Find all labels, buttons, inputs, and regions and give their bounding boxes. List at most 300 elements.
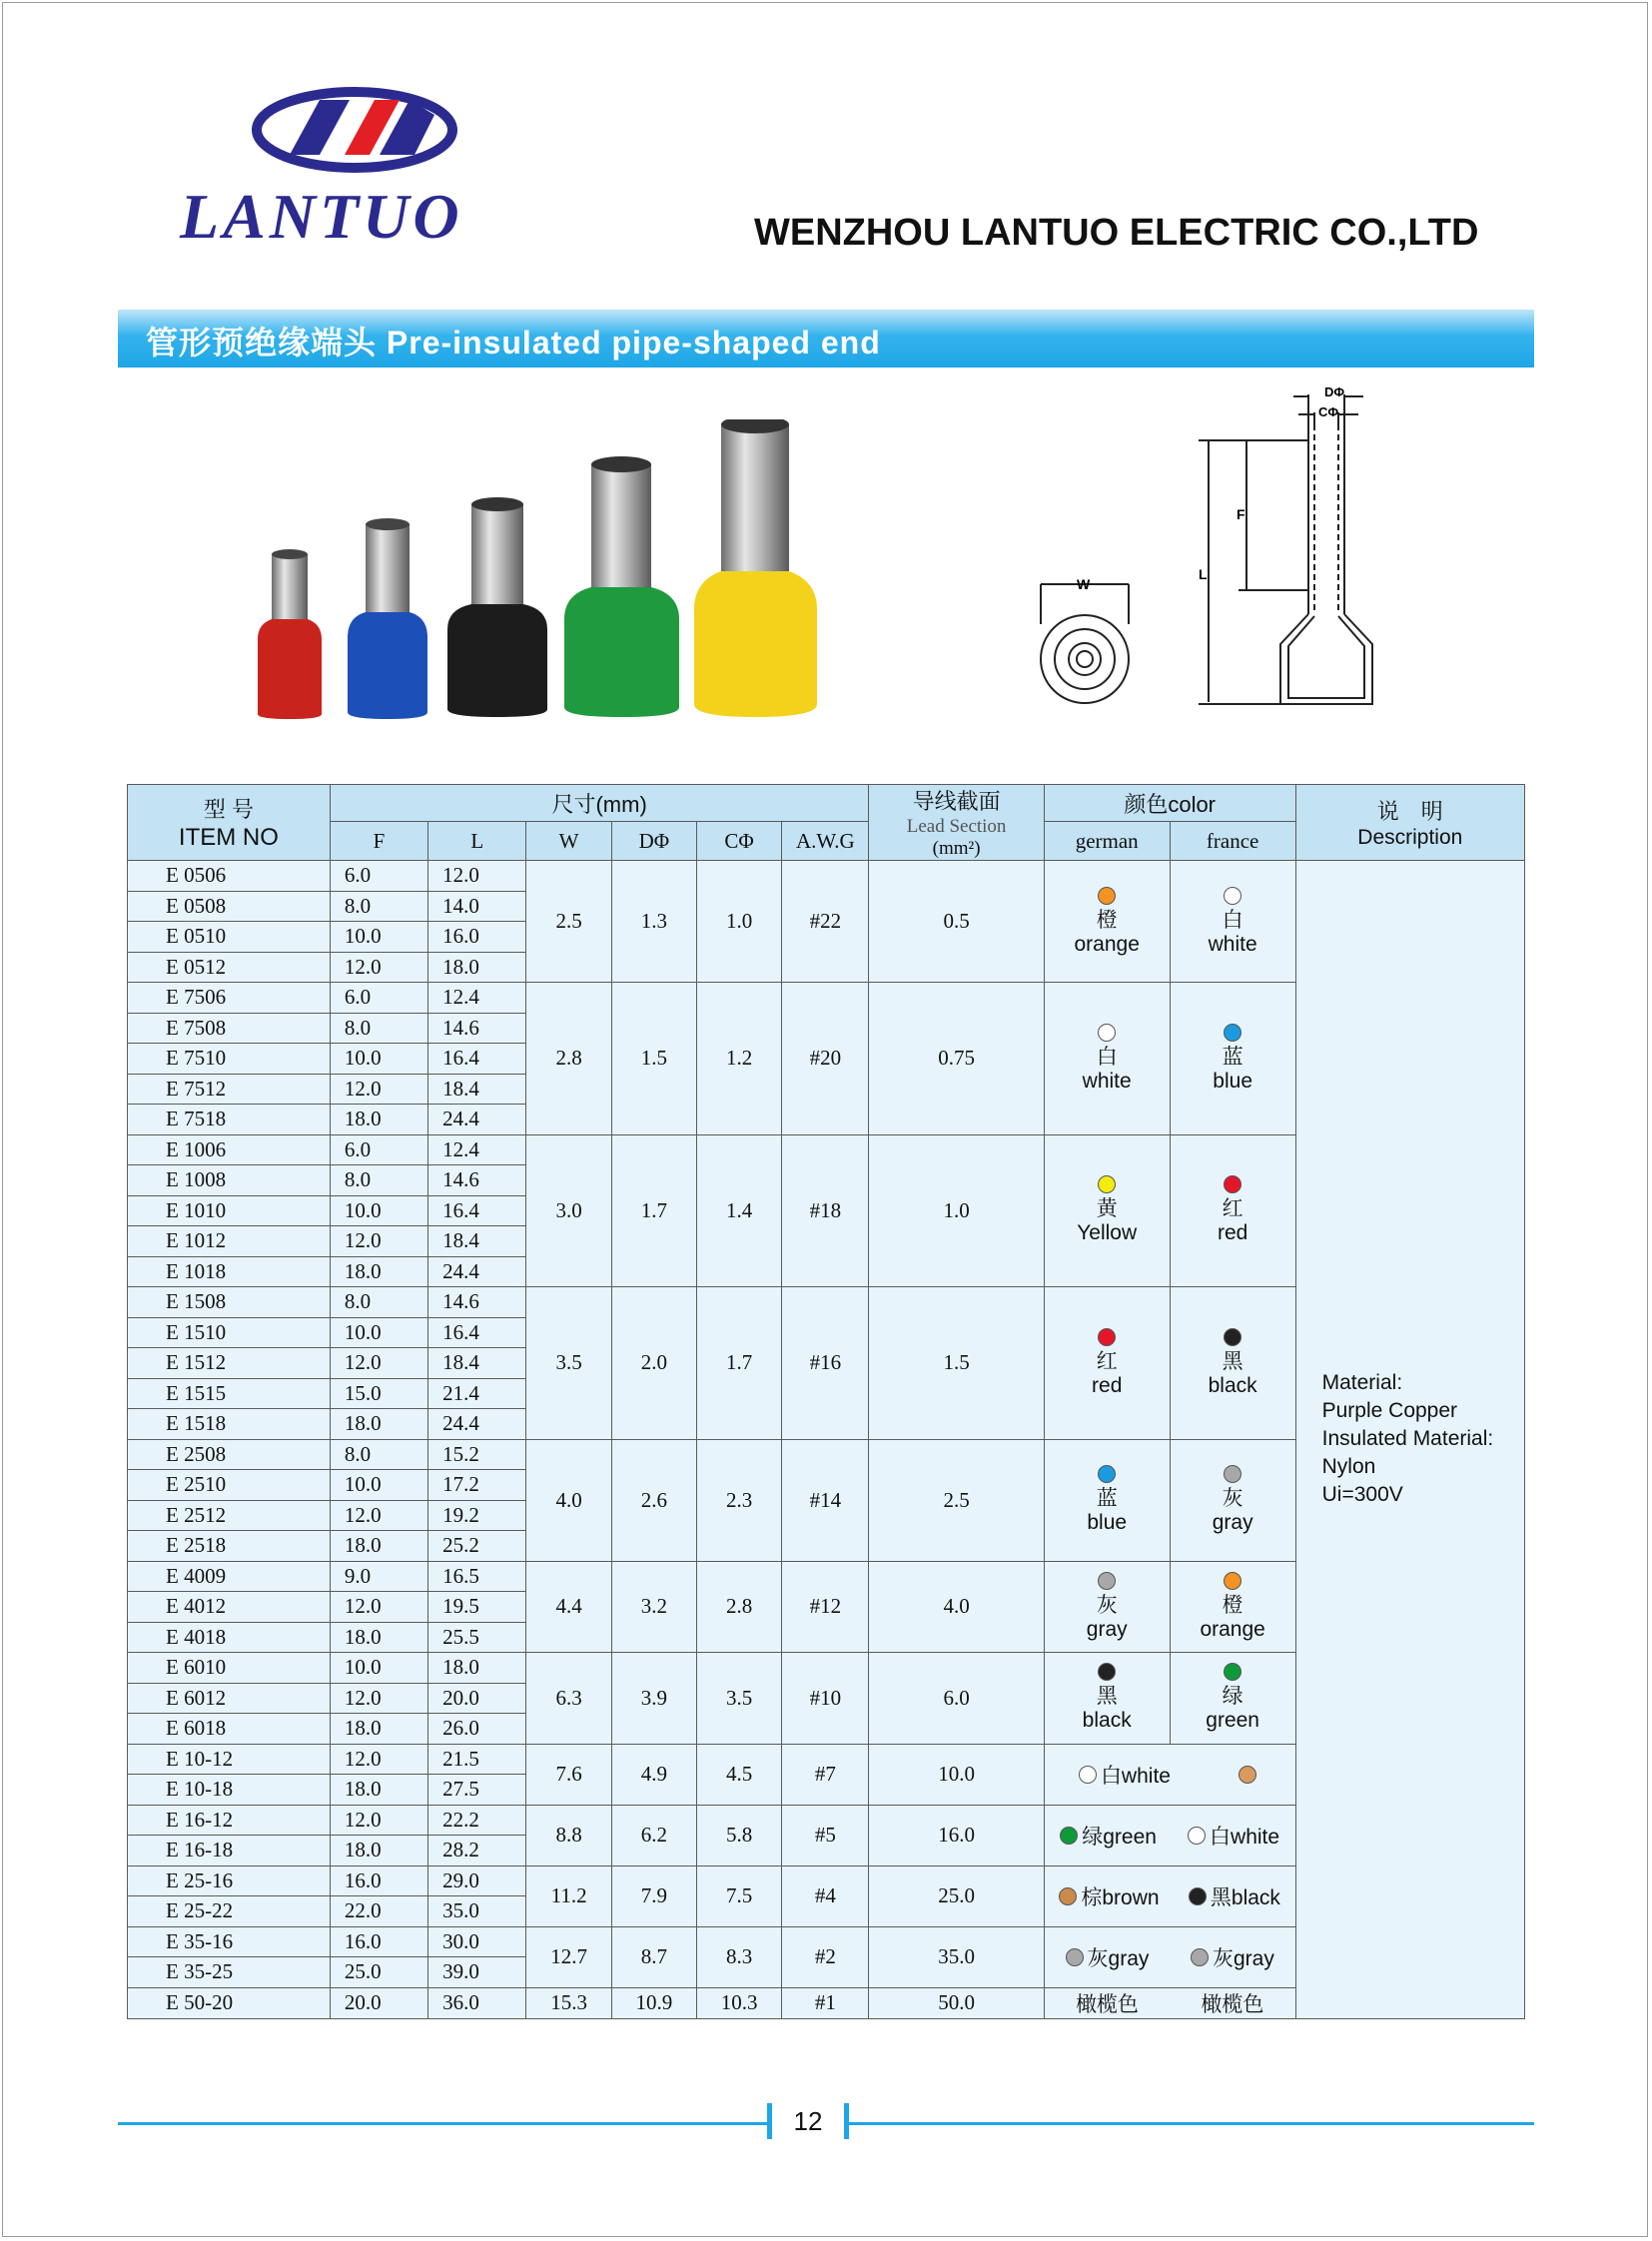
cell-f: 15.0: [330, 1378, 427, 1409]
cell-c: 4.5: [696, 1744, 781, 1805]
color-swatch-icon: [1191, 1948, 1209, 1966]
cell-f: 12.0: [330, 1683, 427, 1714]
description-line: Material:: [1321, 1371, 1403, 1395]
description-line: Insulated Material:: [1321, 1427, 1494, 1451]
cell-c: 2.3: [696, 1439, 781, 1561]
color-pair: [1045, 1942, 1295, 1972]
cell-c: 5.8: [696, 1805, 781, 1866]
cell-c: 3.5: [696, 1653, 781, 1745]
cell-lead: 2.5: [869, 1439, 1044, 1561]
cell-l: 27.5: [428, 1775, 526, 1806]
cell-l: 25.2: [428, 1531, 526, 1562]
color-name-cn: 绿: [1222, 1685, 1243, 1709]
diagram-label-w: W: [1077, 576, 1091, 592]
color-entry: [1171, 1175, 1295, 1245]
cell-item: E 10-12: [128, 1744, 331, 1775]
header-desc-cn: 说 明: [1376, 799, 1443, 824]
cell-lead: 16.0: [869, 1805, 1044, 1866]
cell-l: 16.4: [428, 1044, 526, 1075]
cell-w: 4.4: [526, 1561, 611, 1653]
cell-w: 7.6: [526, 1744, 611, 1805]
table-row: [128, 861, 1525, 892]
color-swatch-icon: [1098, 1175, 1116, 1193]
color-name-cn: 白: [1096, 1045, 1118, 1069]
cell-d: 7.9: [611, 1866, 696, 1926]
cell-color-inline: [1044, 1805, 1295, 1866]
diagram-label-d: DΦ: [1324, 384, 1345, 399]
ferrule-black: [447, 497, 547, 717]
cell-l: 12.4: [428, 1134, 526, 1165]
cell-f: 12.0: [330, 1074, 427, 1105]
cell-item: E 1510: [128, 1317, 331, 1348]
cell-f: 12.0: [330, 1500, 427, 1531]
cell-d: 1.5: [611, 983, 696, 1135]
cell-l: 12.4: [428, 983, 526, 1014]
cell-c: 1.2: [696, 983, 781, 1135]
cell-awg: #2: [782, 1926, 869, 1987]
cell-l: 25.5: [428, 1622, 526, 1653]
cell-item: E 4009: [128, 1561, 331, 1592]
color-swatch-icon: [1059, 1887, 1077, 1905]
cell-color-france: [1170, 1653, 1295, 1745]
cell-lead: 0.5: [869, 861, 1044, 983]
color-swatch-icon: [1066, 1948, 1084, 1966]
cell-item: E 1006: [128, 1134, 331, 1165]
cell-f: 18.0: [330, 1622, 427, 1653]
cell-c: 7.5: [696, 1866, 781, 1926]
cell-item: E 7506: [128, 983, 331, 1014]
color-swatch-icon: [1079, 1766, 1097, 1784]
cell-c: 2.8: [696, 1561, 781, 1653]
cell-l: 14.6: [428, 1013, 526, 1044]
diagram-label-f: F: [1237, 506, 1245, 522]
color-name-cn: 蓝: [1096, 1487, 1118, 1510]
cell-color-france: [1170, 1287, 1295, 1440]
cell-color-german: [1044, 983, 1170, 1135]
company-name: WENZHOU LANTUO ELECTRIC CO.,LTD: [754, 212, 1479, 254]
cell-l: 16.4: [428, 1317, 526, 1348]
cell-l: 24.4: [428, 1105, 526, 1135]
cell-f: 18.0: [330, 1775, 427, 1806]
cell-f: 12.0: [330, 1592, 427, 1623]
cell-lead: 1.5: [869, 1287, 1044, 1440]
color-pair: [1045, 1760, 1295, 1790]
cell-item: E 7512: [128, 1074, 331, 1105]
header-awg: A.W.G: [782, 822, 869, 861]
cell-awg: #7: [782, 1744, 869, 1805]
cell-f: 18.0: [330, 1105, 427, 1135]
color-label: 灰gray: [1087, 1946, 1150, 1970]
cell-f: 8.0: [330, 891, 427, 922]
cell-f: 10.0: [330, 922, 427, 953]
cell-f: 9.0: [330, 1561, 427, 1592]
cell-l: 20.0: [428, 1683, 526, 1714]
color-name-en: gray: [1086, 1617, 1128, 1641]
cell-l: 35.0: [428, 1896, 526, 1927]
cell-d: 1.3: [611, 861, 696, 983]
header-description: [1295, 785, 1524, 861]
description-line: Nylon: [1321, 1455, 1376, 1479]
cell-l: 24.4: [428, 1409, 526, 1440]
cell-f: 10.0: [330, 1653, 427, 1684]
color-entry: [1045, 1328, 1170, 1398]
header-lead-en: Lead Section: [906, 816, 1007, 837]
color-entry: [1171, 1572, 1295, 1642]
cell-l: 21.5: [428, 1744, 526, 1775]
cell-item: E 1018: [128, 1256, 331, 1287]
color-item: [1060, 1821, 1157, 1851]
color-name-en: orange: [1074, 932, 1140, 956]
cell-awg: #4: [782, 1866, 869, 1926]
cell-d: 3.2: [611, 1561, 696, 1653]
cell-color-inline: [1044, 1926, 1295, 1987]
cell-d: 10.9: [611, 1987, 696, 2018]
logo-wordmark: LANTUO: [180, 181, 463, 252]
cell-color-german: [1044, 1134, 1170, 1287]
color-swatch-icon: [1224, 1175, 1241, 1193]
cell-item: E 4018: [128, 1622, 331, 1653]
color-name-cn: 白: [1222, 908, 1243, 932]
cell-c: 8.3: [696, 1926, 781, 1987]
spec-table: [127, 784, 1525, 2019]
cell-lead: 4.0: [869, 1561, 1044, 1653]
cell-awg: #1: [782, 1987, 869, 2018]
cell-l: 14.6: [428, 1165, 526, 1196]
cell-w: 3.5: [526, 1287, 611, 1440]
cell-awg: #16: [782, 1287, 869, 1440]
header-france: france: [1170, 822, 1295, 861]
color-name-en: white: [1208, 932, 1257, 956]
color-label: 橄榄色: [1075, 1992, 1139, 2016]
cell-item: E 2518: [128, 1531, 331, 1562]
cell-f: 18.0: [330, 1531, 427, 1562]
cell-f: 18.0: [330, 1256, 427, 1287]
header-w: W: [526, 822, 611, 861]
color-entry: [1045, 1572, 1170, 1642]
color-label: 白white: [1100, 1764, 1171, 1788]
logo-mark-icon: [250, 85, 459, 175]
header-f: F: [330, 822, 427, 861]
color-swatch-icon: [1098, 887, 1116, 905]
cell-w: 3.0: [526, 1134, 611, 1287]
color-entry: [1045, 1175, 1170, 1245]
cell-f: 18.0: [330, 1409, 427, 1440]
cell-d: 6.2: [611, 1805, 696, 1866]
cell-color-inline: [1044, 1866, 1295, 1926]
color-item: [1188, 1821, 1279, 1851]
ferrule-red: [258, 549, 322, 719]
color-pair: [1045, 1881, 1295, 1911]
color-name-en: blue: [1087, 1511, 1128, 1534]
cell-item: E 10-18: [128, 1775, 331, 1806]
page-number: 12: [767, 2103, 849, 2139]
cell-f: 18.0: [330, 1714, 427, 1745]
cell-f: 12.0: [330, 1744, 427, 1775]
cell-f: 16.0: [330, 1926, 427, 1957]
cell-f: 25.0: [330, 1957, 427, 1988]
cell-description: [1295, 861, 1524, 2019]
color-item: [1079, 1760, 1171, 1790]
header-item-en: ITEM NO: [178, 824, 279, 851]
cell-lead: 50.0: [869, 1987, 1044, 2018]
cell-f: 18.0: [330, 1836, 427, 1867]
color-entry: [1045, 887, 1170, 957]
cell-item: E 1515: [128, 1378, 331, 1409]
cell-l: 22.2: [428, 1805, 526, 1836]
cell-d: 8.7: [611, 1926, 696, 1987]
cell-color-german: [1044, 1439, 1170, 1561]
cell-l: 39.0: [428, 1957, 526, 1988]
cell-color-inline: [1044, 1744, 1295, 1805]
color-name-cn: 红: [1222, 1197, 1243, 1221]
cell-item: E 7518: [128, 1105, 331, 1135]
cell-f: 16.0: [330, 1866, 427, 1896]
cell-awg: #20: [782, 983, 869, 1135]
cell-l: 16.0: [428, 922, 526, 953]
header-desc-en: Description: [1357, 826, 1463, 849]
color-item: [1239, 1766, 1260, 1784]
cell-f: 8.0: [330, 1165, 427, 1196]
cell-w: 15.3: [526, 1987, 611, 2018]
color-swatch-icon: [1224, 1663, 1241, 1681]
cell-item: E 4012: [128, 1592, 331, 1623]
color-name-en: white: [1082, 1069, 1132, 1093]
cell-item: E 0510: [128, 922, 331, 953]
cell-l: 18.4: [428, 1348, 526, 1379]
cell-item: E 1508: [128, 1287, 331, 1318]
color-name-en: green: [1206, 1709, 1259, 1733]
header-lead-unit: (mm²): [932, 838, 981, 859]
dimension-diagram: [1019, 384, 1418, 714]
cell-l: 24.4: [428, 1256, 526, 1287]
color-item: [1066, 1942, 1150, 1972]
header-color: 颜色color: [1044, 785, 1295, 822]
cell-l: 14.6: [428, 1287, 526, 1318]
cell-item: E 35-16: [128, 1926, 331, 1957]
cell-awg: #12: [782, 1561, 869, 1653]
cell-color-france: [1170, 1134, 1295, 1287]
color-name-en: red: [1217, 1221, 1248, 1245]
cell-item: E 0506: [128, 861, 331, 892]
cell-item: E 6010: [128, 1653, 331, 1684]
cell-l: 14.0: [428, 891, 526, 922]
cell-lead: 0.75: [869, 983, 1044, 1135]
color-entry: [1045, 1465, 1170, 1535]
cell-l: 19.2: [428, 1500, 526, 1531]
cell-item: E 1010: [128, 1195, 331, 1226]
color-swatch-icon: [1098, 1572, 1116, 1590]
cell-c: 1.4: [696, 1134, 781, 1287]
color-swatch-icon: [1098, 1465, 1116, 1483]
color-label: 棕brown: [1081, 1885, 1160, 1909]
cell-f: 20.0: [330, 1987, 427, 2018]
cell-l: 26.0: [428, 1714, 526, 1745]
cell-f: 6.0: [330, 1134, 427, 1165]
cell-w: 11.2: [526, 1866, 611, 1926]
color-name-cn: 黑: [1096, 1685, 1118, 1709]
color-item: [1076, 1988, 1139, 2018]
header-lead: [869, 785, 1044, 861]
color-entry: [1045, 1663, 1170, 1733]
cell-color-france: [1170, 983, 1295, 1135]
cell-lead: 10.0: [869, 1744, 1044, 1805]
color-swatch-icon: [1098, 1328, 1116, 1346]
cell-awg: #18: [782, 1134, 869, 1287]
cell-item: E 1012: [128, 1226, 331, 1257]
cell-item: E 16-18: [128, 1836, 331, 1867]
cell-item: E 16-12: [128, 1805, 331, 1836]
cell-l: 16.4: [428, 1195, 526, 1226]
color-entry: [1171, 1663, 1295, 1733]
color-item: [1191, 1942, 1274, 1972]
cell-d: 2.6: [611, 1439, 696, 1561]
color-entry: [1171, 887, 1295, 957]
banner-title: 管形预绝缘端头 Pre-insulated pipe-shaped end: [146, 325, 881, 361]
cell-item: E 2508: [128, 1439, 331, 1470]
cell-d: 1.7: [611, 1134, 696, 1287]
color-swatch-icon: [1060, 1827, 1078, 1845]
color-swatch-icon: [1098, 1024, 1116, 1042]
color-swatch-icon: [1189, 1887, 1207, 1905]
cell-f: 8.0: [330, 1439, 427, 1470]
cell-f: 8.0: [330, 1287, 427, 1318]
color-name-cn: 橙: [1096, 908, 1118, 932]
cell-l: 18.4: [428, 1074, 526, 1105]
cell-item: E 2512: [128, 1500, 331, 1531]
cell-w: 2.5: [526, 861, 611, 983]
cell-c: 1.7: [696, 1287, 781, 1440]
cell-w: 2.8: [526, 983, 611, 1135]
cell-color-german: [1044, 1653, 1170, 1745]
header-lead-cn: 导线截面: [912, 789, 1001, 814]
cell-f: 6.0: [330, 861, 427, 892]
header-dims: 尺寸(mm): [330, 785, 869, 822]
header-item-cn: 型 号: [203, 797, 254, 822]
cell-c: 1.0: [696, 861, 781, 983]
cell-w: 12.7: [526, 1926, 611, 1987]
cell-l: 18.0: [428, 1653, 526, 1684]
description-line: Ui=300V: [1321, 1483, 1403, 1507]
cell-item: E 2510: [128, 1470, 331, 1501]
cell-d: 4.9: [611, 1744, 696, 1805]
cell-item: E 7510: [128, 1044, 331, 1075]
cell-item: E 25-16: [128, 1866, 331, 1896]
color-label: 白white: [1210, 1825, 1280, 1849]
ferrule-blue: [348, 518, 427, 719]
cell-f: 8.0: [330, 1013, 427, 1044]
cell-f: 10.0: [330, 1470, 427, 1501]
diagram-label-c: CΦ: [1318, 404, 1339, 419]
cell-item: E 50-20: [128, 1987, 331, 2018]
color-entry: [1045, 1024, 1170, 1094]
cell-f: 10.0: [330, 1317, 427, 1348]
color-swatch-icon: [1188, 1827, 1206, 1845]
cell-c: 10.3: [696, 1987, 781, 2018]
cell-awg: #10: [782, 1653, 869, 1745]
color-name-cn: 蓝: [1222, 1045, 1243, 1069]
cell-item: E 1512: [128, 1348, 331, 1379]
color-item: [1201, 1988, 1263, 2018]
cell-awg: #14: [782, 1439, 869, 1561]
cell-l: 16.5: [428, 1561, 526, 1592]
color-name-en: red: [1092, 1373, 1123, 1397]
color-name-cn: 橙: [1222, 1593, 1243, 1617]
color-name-cn: 灰: [1096, 1593, 1118, 1617]
cell-color-france: [1170, 1561, 1295, 1653]
cell-w: 6.3: [526, 1653, 611, 1745]
spec-table-body: [128, 861, 1525, 2019]
cell-item: E 0512: [128, 952, 331, 983]
color-swatch-icon: [1224, 1024, 1241, 1042]
cell-color-inline: [1044, 1987, 1295, 2018]
cell-f: 10.0: [330, 1044, 427, 1075]
cell-awg: #5: [782, 1805, 869, 1866]
cell-awg: #22: [782, 861, 869, 983]
cell-l: 17.2: [428, 1470, 526, 1501]
color-swatch-icon: [1239, 1766, 1256, 1784]
color-item: [1059, 1881, 1159, 1911]
cell-l: 12.0: [428, 861, 526, 892]
color-swatch-icon: [1224, 1572, 1241, 1590]
cell-color-france: [1170, 1439, 1295, 1561]
cell-item: E 6018: [128, 1714, 331, 1745]
color-label: 黑black: [1210, 1885, 1280, 1909]
color-name-en: orange: [1200, 1617, 1265, 1641]
color-entry: [1171, 1465, 1295, 1535]
cell-w: 4.0: [526, 1439, 611, 1561]
cell-l: 36.0: [428, 1987, 526, 2018]
color-swatch-icon: [1224, 1328, 1241, 1346]
color-name-en: black: [1082, 1709, 1132, 1733]
cell-item: E 0508: [128, 891, 331, 922]
cell-f: 12.0: [330, 1226, 427, 1257]
cell-color-german: [1044, 1561, 1170, 1653]
cell-f: 22.0: [330, 1896, 427, 1927]
cell-d: 2.0: [611, 1287, 696, 1440]
cell-l: 18.4: [428, 1226, 526, 1257]
color-label: 灰gray: [1212, 1946, 1274, 1970]
cell-l: 18.0: [428, 952, 526, 983]
color-entry: [1171, 1328, 1295, 1398]
cell-f: 12.0: [330, 1805, 427, 1836]
color-swatch-icon: [1224, 1465, 1241, 1483]
cell-lead: 6.0: [869, 1653, 1044, 1745]
color-name-en: Yellow: [1077, 1221, 1138, 1245]
cell-item: E 25-22: [128, 1896, 331, 1927]
cell-d: 3.9: [611, 1653, 696, 1745]
cell-item: E 6012: [128, 1683, 331, 1714]
cell-item: E 7508: [128, 1013, 331, 1044]
cell-item: E 1008: [128, 1165, 331, 1196]
color-swatch-icon: [1098, 1663, 1116, 1681]
cell-item: E 35-25: [128, 1957, 331, 1988]
cell-f: 12.0: [330, 952, 427, 983]
header-item: [128, 785, 331, 861]
cell-lead: 1.0: [869, 1134, 1044, 1287]
color-item: [1189, 1881, 1280, 1911]
color-label: 绿green: [1082, 1825, 1157, 1849]
cell-l: 21.4: [428, 1378, 526, 1409]
header-d: DΦ: [611, 822, 696, 861]
cell-lead: 35.0: [869, 1926, 1044, 1987]
header-c: CΦ: [696, 822, 781, 861]
cell-color-german: [1044, 861, 1170, 983]
cell-color-france: [1170, 861, 1295, 983]
color-name-cn: 灰: [1222, 1487, 1243, 1510]
header-german: german: [1044, 822, 1170, 861]
ferrule-yellow: [694, 419, 817, 717]
cell-f: 10.0: [330, 1195, 427, 1226]
